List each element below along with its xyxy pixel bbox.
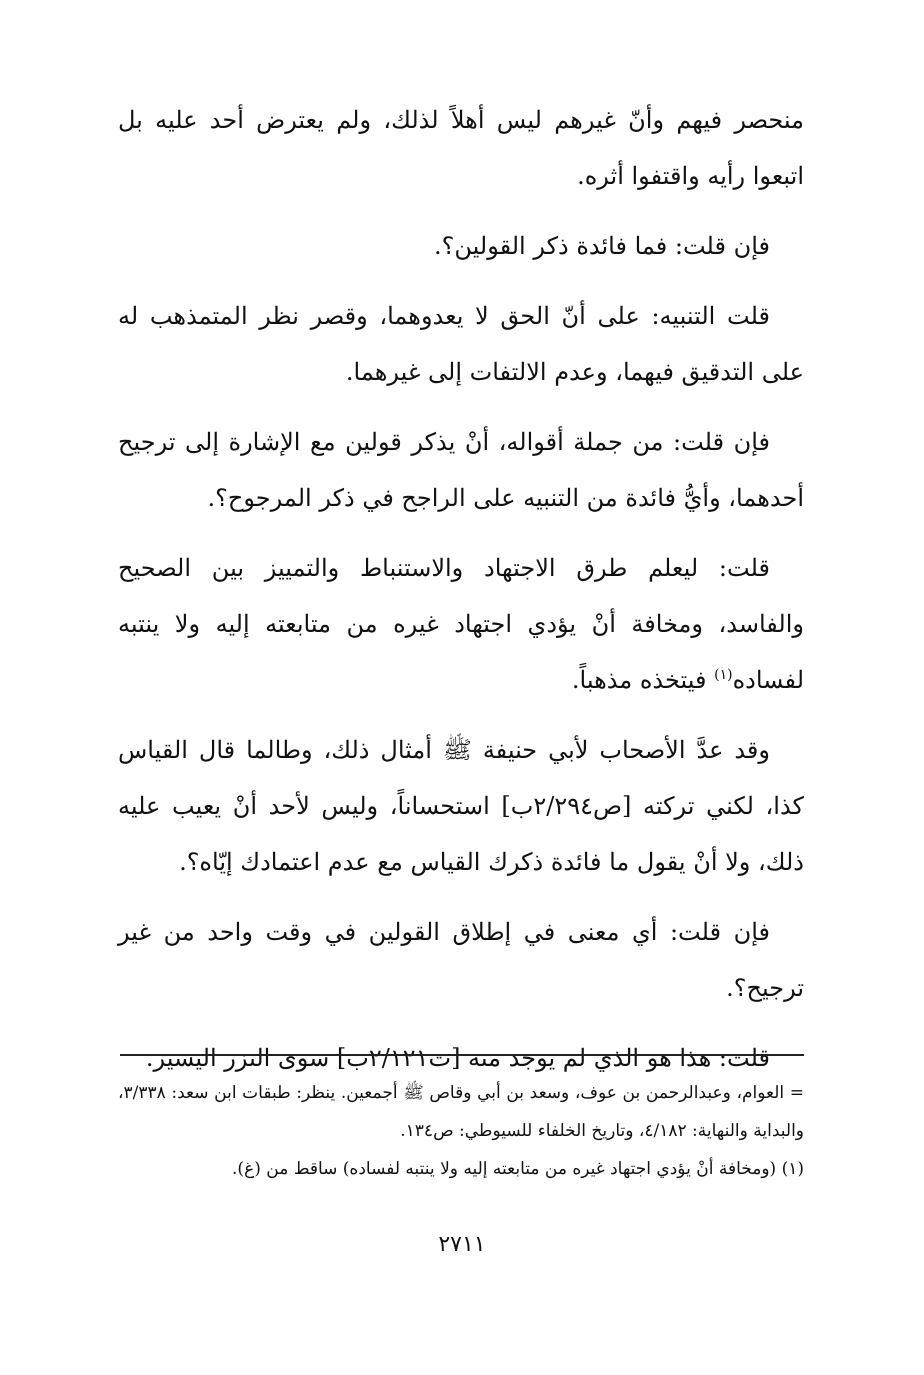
page-number: ٢٧١١ xyxy=(438,1232,486,1257)
paragraph-7-text: فإن قلت: أي معنى في إطلاق القولين في وقت واحد من غير ترجيح؟. xyxy=(118,918,804,1002)
footnotes xyxy=(118,1074,804,1188)
paragraph-1-text: منحصر فيهم وأنّ غيرهم ليس أهلاً لذلك، ولم يعترض أحد عليه بل اتبعوا رأيه واقتفوا أثره. xyxy=(118,106,804,190)
footnote-separator xyxy=(120,1054,804,1056)
footnote-continuation: = العوام، وعبدالرحمن بن عوف، وسعد بن أبي وقاص ﷺ أجمعين. ينظر: طبقات ابن سعد: ٣/٣٣٨، والبداية والنهاية: ٤/١٨٢، وتاريخ الخلفاء للسيوطي: ص١٣٤. xyxy=(118,1083,804,1141)
footnote-1: (١) (ومخافة أنْ يؤدي اجتهاد غيره من متابعته إليه ولا ينتبه لفساده) ساقط من (غ). xyxy=(232,1159,804,1179)
paragraph-3 xyxy=(118,288,804,400)
paragraph-5-text: قلت: ليعلم طرق الاجتهاد والاستنباط والتمييز بين الصحيح والفاسد، ومخافة أنْ يؤدي اجتهاد غيره من متابعته إليه ولا ينتبه لفساده xyxy=(118,554,804,694)
paragraph-2-text: فإن قلت: فما فائدة ذكر القولين؟. xyxy=(434,232,770,260)
paragraph-7 xyxy=(118,904,804,1016)
paragraph-4-text: فإن قلت: من جملة أقواله، أنْ يذكر قولين مع الإشارة إلى ترجيح أحدهما، وأيُّ فائدة من التنبيه على الراجح في ذكر المرجوح؟. xyxy=(118,428,804,512)
paragraph-5-text-after: فيتخذه مذهباً. xyxy=(571,666,715,694)
paragraph-8-text: قلت: هذا هو الذي لم يوجد منه [ت٢/١٢١ب] سوى النزر اليسير. xyxy=(145,1044,770,1072)
paragraph-1 xyxy=(118,92,804,204)
main-text xyxy=(118,92,804,1100)
paragraph-3-text: قلت التنبيه: على أنّ الحق لا يعدوهما، وقصر نظر المتمذهب له على التدقيق فيهما، وعدم الالتفات إلى غيرهما. xyxy=(118,302,804,386)
paragraph-6 xyxy=(118,722,804,890)
footnote-reference-1[interactable]: (١) xyxy=(714,667,733,683)
paragraph-2 xyxy=(118,218,804,274)
paragraph-6-text: وقد عدَّ الأصحاب لأبي حنيفة ﷺ أمثال ذلك، وطالما قال القياس كذا، لكني تركته [ص٢/٢٩٤ب] استحساناً، وليس لأحد أنْ يعيب عليه ذلك، ولا أنْ يقول ما فائدة ذكرك القياس مع عدم اعتمادك إيّاه؟. xyxy=(118,736,804,876)
paragraph-4 xyxy=(118,414,804,526)
paragraph-5 xyxy=(118,540,804,708)
